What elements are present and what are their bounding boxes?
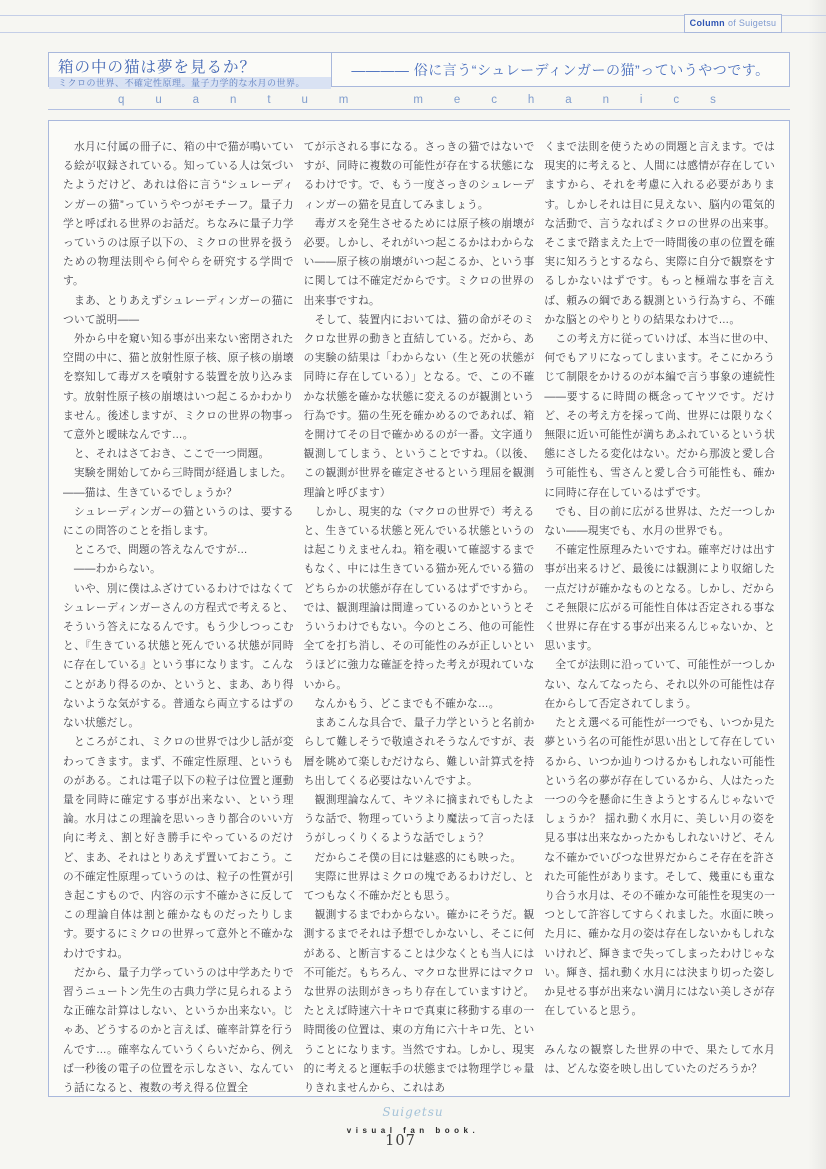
article-header: [48, 52, 790, 87]
letter: m: [413, 93, 423, 106]
paragraph: くまで法則を使うための問題と言えます。では現実的に考えると、人間には感情が存在していますから、それを考慮に入れる必要があります。しかしそれは目に見えない、脳内の電気的な活動で、言うなればミクロの世界の出来事。そこまで踏まえた上で一時間後の車の位置を確実に知ろうとするなら、実際に自分で観察をするしかないはずです。もっと極端な事を言えば、頼みの綱である観測という行為すら、不確かな脳とのやりとりの結果なわけで…。: [544, 141, 776, 326]
text-column-1: [63, 138, 294, 1096]
paragraph: ところで、問題の答えなんですが…: [63, 544, 248, 557]
text-column-3: [544, 138, 775, 1096]
text-column-2: [304, 138, 535, 1096]
lead-quote: ―――― 俗に言う“シュレーディンガーの猫”っていうやつです。: [351, 61, 770, 78]
blank-line: [544, 1021, 775, 1040]
article-body: [48, 120, 790, 1097]
paragraph: だから、量子力学っていうのは中学あたりで習うニュートン先生の古典力学に見られるような正確な計算はしない、というか出来ない。じゃあ、どうするのかと言えば、確率計算を行うんです…。確率なんていうくらいだから、例えば一秒後の電子の位置を示しなさい、なんていう話になると、複数の考え得る位置全: [63, 966, 294, 1094]
paragraph: 水月に付属の冊子に、箱の中で猫が鳴いている絵が収録されている。知っている人は気づいたようだけど、あれは俗に言う“シュレーディンガーの猫”っていうやつがモチーフ。量子力学と呼ばれる世界のお話だ。ちなみに量子力学っていうのは原子以下の、ミクロの世界を扱うための物理法則やら何やらを研究する学問です。: [63, 141, 294, 288]
paragraph: 不確定性原理みたいですね。確率だけは出す事が出来るけど、最後には観測により収縮した一点だけが確かなものとなる。しかし、だからこそ無限に広がる可能性自体は否定される事なく世界に存在する事が出来るんじゃないか、と思います。: [544, 544, 776, 653]
column-tag: [684, 14, 782, 33]
page-title: 箱の中の猫は夢を見るか？: [58, 59, 257, 76]
article-header-left: [49, 53, 332, 86]
column-tag-rest: of Suigetsu: [727, 18, 777, 28]
paragraph: ところがこれ、ミクロの世界では少し話が変わってきます。まず、不確定性原理、というものがある。これは電子以下の粒子は位置と運動量を同時に確定する事が出来ない、という理論。水月はこの理論を思いっきり都合のいい方向に考え、割と好き勝手にやっているのだけど、まあ、それはとりあえず置いておこう。この不確定性原理っていうのは、粒子の性質が引き起こすもので、内容の示す不確かさに反してこの理論自体は割と確かなものだったりします。要するにミクロの世界って意外と不確かなわけですね。: [63, 736, 294, 960]
page-edge-shading: [808, 0, 826, 1169]
paragraph: ――猫は、生きているでしょうか？: [63, 486, 238, 499]
paragraph: 実験を開始してから三時間が経過しました。: [63, 467, 292, 480]
letter: e: [453, 93, 461, 106]
paragraph: みんなの観察した世界の中で、果たして水月は、どんな姿を映し出していたのだろうか？: [544, 1043, 776, 1075]
paragraph: 観測するまでわからない。確かにそうだ。観測するまでそれは予想でしかないし、そこに何がある、と断言することは少なくとも当人には不可能だ。もちろん、マクロな世界にはマクロな世界の法則がきっちり存在していますけど。たとえば時速六十キロで真東に移動する車の一時間後の位置は、東の方角に六十キロ先、ということになります。当然ですね。しかし、現実的に考えると運転手の状態までは物理学じゃ量りきれませんから、これはあ: [303, 909, 535, 1094]
paragraph: 外から中を窺い知る事が出来ない密閉された空間の中に、猫と放射性原子核、原子核の崩壊を察知して毒ガスを噴射する装置を放り込みます。放射性原子核の崩壊はいつ起こるかわかりません。後述しますが、ミクロの世界の物事って意外と曖昧なんです…。: [63, 333, 294, 442]
page-number: 107: [385, 1133, 416, 1149]
paragraph: そして、装置内においては、猫の命がそのミクロな世界の動きと直結している。だから、あの実験の結果は「わからない（生と死の状態が同時に存在している）」となる。で、この不確かな状態を確かな状態に変えるのが観測という行為です。猫の生死を確かめるのであれば、箱を開けてその目で確かめるのが一番。文字通り観測してしまう、ということですね。（以後、この観測が世界を確定させるという理屈を観測理論と呼びます）: [303, 313, 535, 499]
letter: t: [267, 93, 271, 106]
paragraph: たとえ選べる可能性が一つでも、いつか見た夢という名の可能性が思い出として存在しているから、いつか辿りつけるかもしれない可能性という名の夢が存在しているから、人はたった一つの今を懸命に生きようとするんじゃないでしょうか？ 揺れ動く水月に、美しい月の姿を見る事は出来なかったかもしれないけど、そんな不確かでいびつな世界だからこそ存在を許された可能性があります。そして、幾重にも重なり合う水月は、その不確かな可能性を現実の一つとして許容してすらくれました。水面に映った月に、確かな月の姿は存在しないかもしれないけれど、輝きまで失ってしまったわけじゃない。輝き、揺れ動く水月には決まり切った姿しか見せる事が出来ない満月にはない美しさが存在していると思う。: [544, 717, 776, 1018]
letter: n: [229, 93, 237, 106]
paragraph: まあ、とりあえずシュレーディンガーの猫について説明――: [63, 294, 294, 326]
paragraph: 全てが法則に沿っていて、可能性が一つしかない、なんてなったら、それ以外の可能性は存在からして否定されてしまう。: [544, 659, 776, 710]
paragraph: てが示される事になる。さっきの猫ではないですが、同時に複数の可能性が存在する状態になるわけです。で、もう一度さっきのシュレーディンガーの猫を見直してみましょう。: [303, 141, 535, 211]
paragraph: いや、別に僕はふざけているわけではなくてシュレーディンガーさんの方程式で考えると、そういう答えになるんです。もう少しつっこむと、『生きている状態と死んでいる状態が同時に存在している』という事になります。こんなことがあり得るのか、というと、まあ、あり得ないような気がする。普通なら両立するはずのない状態だし。: [63, 582, 294, 730]
paragraph: この考え方に従っていけば、本当に世の中、何でもアリになってしまいます。そこにかろうじて制限をかけるのが本編で言う事象の連続性――要するに時間の概念ってヤツです。だけど、その考え方を採って尚、世界には限りなく無限に近い可能性が満ちあふれているという状態にさしたる変化はない。だから那波と愛し合う可能性も、雪さんと愛し合う可能性も、確かに同時に存在しているはずです。: [544, 333, 776, 499]
letter: c: [491, 93, 497, 106]
paragraph: しかし、現実的な（マクロの世界で）考えると、生きている状態と死んでいる状態というのは起こりえませんね。箱を覗いて確認するまでもなく、中には生きている猫か死んでいる猫のどちらかの状態が存在しているはずですから。では、観測理論は間違っているのかというとそういうわけでもない。今のところ、他の可能性全てを打ち消し、その可能性のみが正しいというほどに強力な確証を持った考えが現れていないから。: [303, 505, 535, 691]
paragraph: シュレーディンガーの猫というのは、要するにこの問答のことを指します。: [63, 505, 294, 538]
paragraph: まあこんな具合で、量子力学というと名前からして難しそうで敬遠されそうなんですが、表層を眺めて楽しむだけなら、難しい計算式を持ち出してくる必要はないんですよ。: [303, 717, 535, 787]
footer-brand-script: Suigetsu: [382, 1105, 444, 1119]
paragraph: 観測理論なんて、キツネに摘まれでもしたような話で、物理っていうより魔法って言ったほうがしっくりくるような話でしょう？: [303, 793, 535, 845]
letter: i: [639, 93, 643, 106]
letter: c: [673, 93, 680, 106]
letter: a: [192, 93, 200, 106]
page-subtitle: ミクロの世界、不確定性原理。量子力学的な水月の世界。: [49, 77, 331, 89]
paragraph: なんかもう、どこまでも不確かな…。: [303, 697, 500, 710]
letter: h: [527, 93, 535, 106]
paragraph: 実際に世界はミクロの塊であるわけだし、とてつもなく不確かだとも思う。: [303, 870, 535, 902]
paragraph: でも、目の前に広がる世界は、ただ一つしかない――現実でも、水月の世界でも。: [544, 505, 776, 538]
paragraph: だからこそ僕の目には魅惑的にも映った。: [303, 851, 522, 864]
footer-brand-text: visual fan book.: [346, 1126, 480, 1135]
letter: u: [155, 93, 162, 106]
paragraph: 毒ガスを発生させるためには原子核の崩壊が必要。しかし、それがいつ起こるかはわからない――原子核の崩壊がいつ起こるか、という事に関しては不確定だからです。ミクロの世界の出来事ですね。: [303, 217, 535, 307]
column-tag-bold: Column: [689, 18, 725, 28]
letter: a: [565, 93, 572, 106]
letter: m: [338, 93, 349, 106]
paragraph: と、それはさておき、ここで一つ問題。: [63, 448, 270, 461]
paragraph: ――わからない。: [63, 563, 161, 576]
letter: u: [301, 93, 308, 106]
english-caption: [48, 88, 790, 110]
letter: [379, 94, 382, 106]
letter: s: [710, 93, 716, 106]
letter: n: [602, 93, 609, 106]
letter: q: [118, 93, 125, 106]
